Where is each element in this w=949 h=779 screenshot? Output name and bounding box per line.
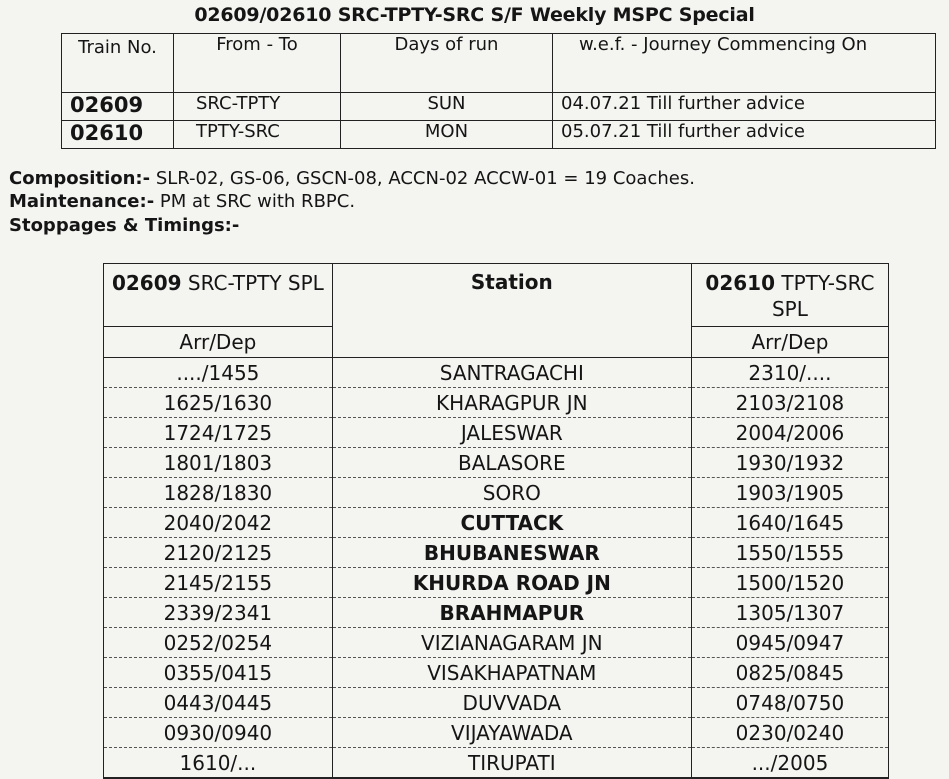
wef: 04.07.21 Till further advice [553,93,936,121]
right-arr-dep: 0748/0750 [691,688,888,718]
left-arr-dep: 1828/1830 [104,478,333,508]
right-arr-dep: 1550/1555 [691,538,888,568]
wef: 05.07.21 Till further advice [553,121,936,149]
schedule-row [104,358,889,388]
composition-label: Composition:- [9,168,151,189]
left-arr-dep: 0443/0445 [104,688,333,718]
left-arr-dep: 1625/1630 [104,388,333,418]
schedule-row [104,748,889,779]
stoppages-line [9,215,239,236]
schedule-row [104,448,889,478]
maintenance-value: PM at SRC with RBPC. [154,191,356,212]
right-arr-dep: 2310/.... [691,358,888,388]
station-name: SANTRAGACHI [332,358,691,388]
left-train-header [104,264,333,327]
right-arr-dep: 2103/2108 [691,388,888,418]
summary-header-row [62,34,936,93]
page-title: 02609/02610 SRC-TPTY-SRC S/F Weekly MSPC Special [194,4,755,26]
left-arr-dep: ..../1455 [104,358,333,388]
right-arr-dep: 0230/0240 [691,718,888,748]
schedule-row [104,538,889,568]
station-name: SORO [332,478,691,508]
schedule-row [104,568,889,598]
train-number: 02610 [62,121,174,149]
train-summary-table [61,33,936,149]
right-train-name: TPTY-SRC SPL [771,271,875,321]
right-arr-dep: 1640/1645 [691,508,888,538]
station-name: VIJAYAWADA [332,718,691,748]
schedule-row [104,658,889,688]
right-arr-dep: 2004/2006 [691,418,888,448]
station-name: BALASORE [332,448,691,478]
days-of-run: MON [341,121,553,149]
days-of-run: SUN [341,93,553,121]
schedule-row [104,478,889,508]
left-arr-dep: 1724/1725 [104,418,333,448]
left-arr-dep: 0355/0415 [104,658,333,688]
right-arr-dep: 1930/1932 [691,448,888,478]
schedule-table [103,263,889,779]
left-arr-dep: 2040/2042 [104,508,333,538]
station-name: TIRUPATI [332,748,691,779]
schedule-row [104,688,889,718]
left-arr-dep: 1801/1803 [104,448,333,478]
header-wef: w.e.f. - Journey Commencing On [553,34,936,93]
right-arr-dep: 1305/1307 [691,598,888,628]
station-name: KHURDA ROAD JN [332,568,691,598]
right-arr-dep-label: Arr/Dep [691,327,888,358]
station-name: DUVVADA [332,688,691,718]
station-name: VIZIANAGARAM JN [332,628,691,658]
left-arr-dep-label: Arr/Dep [104,327,333,358]
station-name: VISAKHAPATNAM [332,658,691,688]
left-arr-dep: 1610/... [104,748,333,779]
schedule-header-row [104,264,889,327]
left-arr-dep: 2120/2125 [104,538,333,568]
schedule-row [104,718,889,748]
right-arr-dep: 1500/1520 [691,568,888,598]
left-arr-dep: 2339/2341 [104,598,333,628]
right-arr-dep: 0825/0845 [691,658,888,688]
summary-row [62,121,936,149]
left-train-name: SRC-TPTY SPL [181,271,324,295]
station-name: CUTTACK [332,508,691,538]
schedule-row [104,418,889,448]
from-to: TPTY-SRC [174,121,341,149]
maintenance-line [9,191,355,212]
summary-row [62,93,936,121]
schedule-row [104,388,889,418]
from-to: SRC-TPTY [174,93,341,121]
composition-value: SLR-02, GS-06, GSCN-08, ACCN-02 ACCW-01 = 19 Coaches. [150,168,695,189]
train-number: 02609 [62,93,174,121]
station-header: Station [332,264,691,358]
station-name: JALESWAR [332,418,691,448]
schedule-row [104,598,889,628]
left-arr-dep: 0252/0254 [104,628,333,658]
header-from-to: From - To [174,34,341,93]
header-train-no: Train No. [62,34,174,93]
station-name: KHARAGPUR JN [332,388,691,418]
right-train-number: 02610 [705,271,775,295]
schedule-row [104,508,889,538]
left-train-number: 02609 [111,271,182,295]
schedule-row [104,628,889,658]
left-arr-dep: 2145/2155 [104,568,333,598]
right-arr-dep: .../2005 [691,748,888,779]
right-arr-dep: 0945/0947 [691,628,888,658]
left-arr-dep: 0930/0940 [104,718,333,748]
maintenance-label: Maintenance:- [9,191,155,212]
station-name: BHUBANESWAR [332,538,691,568]
composition-line [9,168,695,189]
station-name: BRAHMAPUR [332,598,691,628]
stoppages-label: Stoppages & Timings:- [9,215,240,236]
header-days-of-run: Days of run [341,34,553,93]
right-train-header [691,264,888,327]
right-arr-dep: 1903/1905 [691,478,888,508]
